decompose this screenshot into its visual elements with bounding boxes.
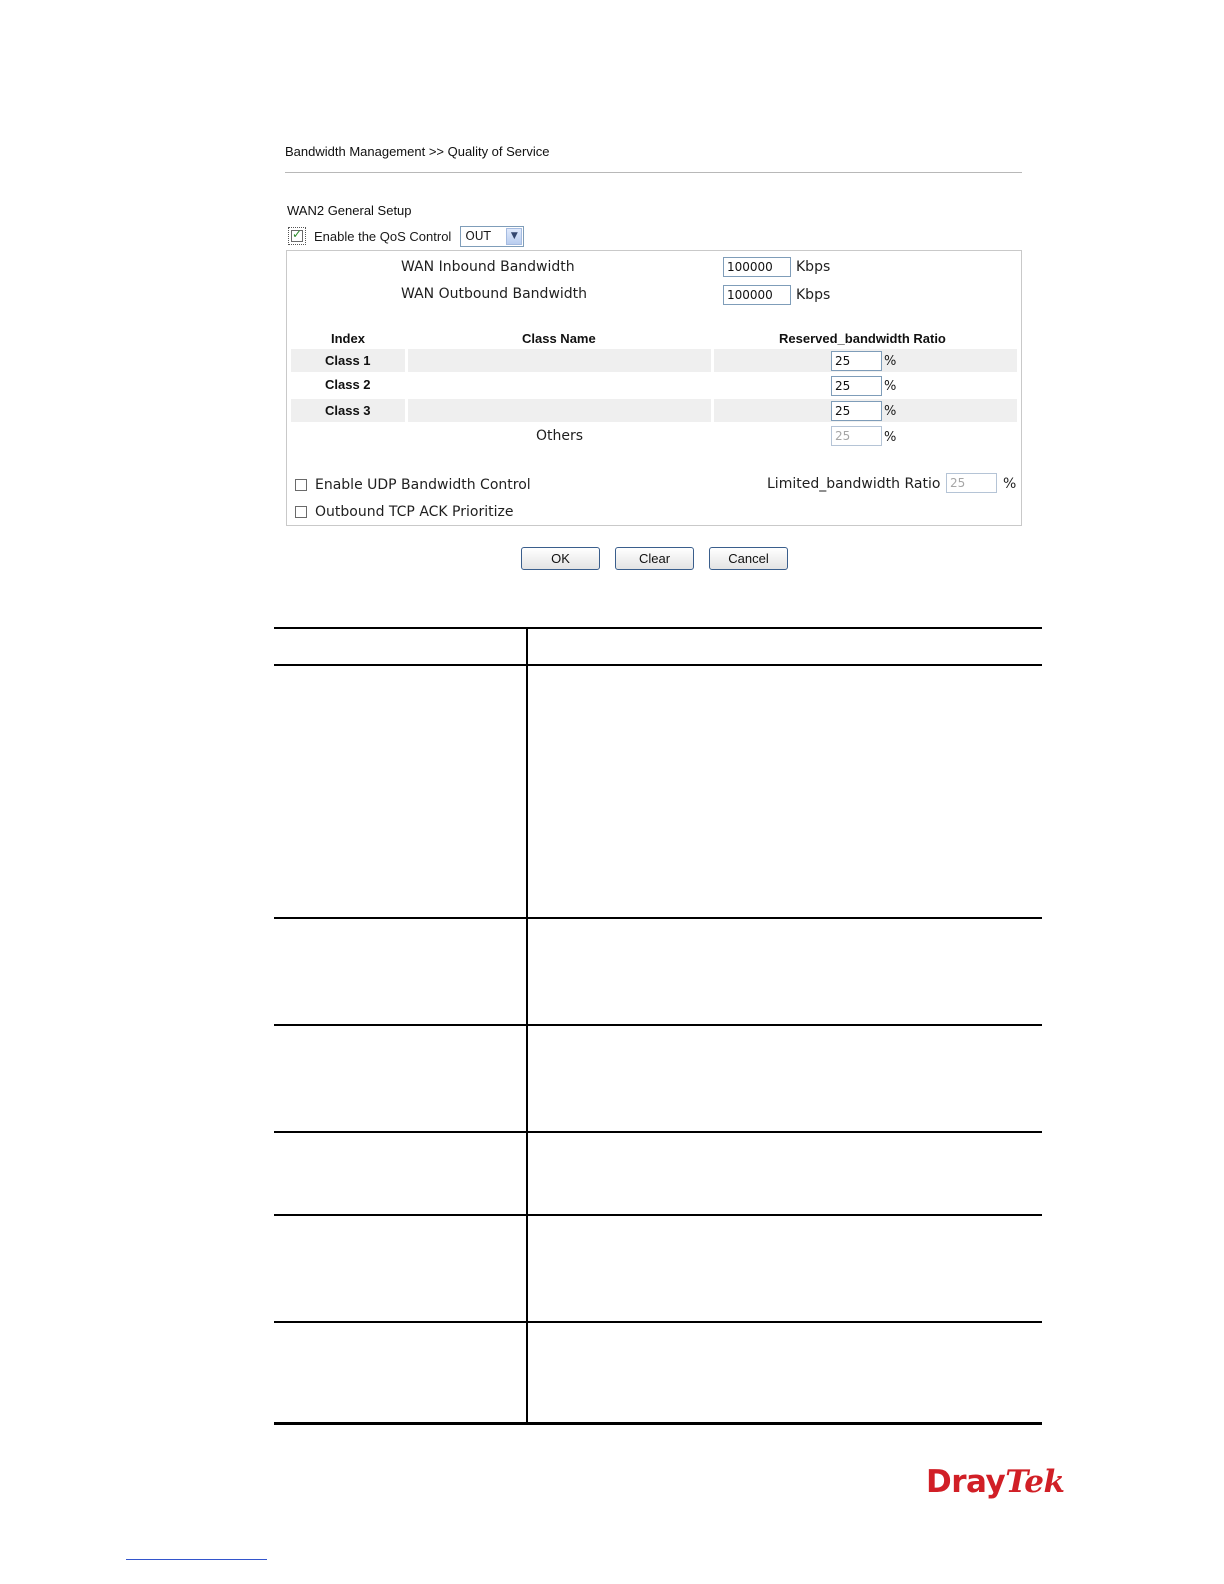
enable-qos-checkbox[interactable] bbox=[291, 230, 303, 242]
chevron-down-icon[interactable]: ▼ bbox=[506, 228, 522, 245]
ok-button[interactable]: OK bbox=[521, 547, 600, 570]
enable-qos-label: Enable the QoS Control bbox=[314, 228, 452, 244]
class-3-index: Class 3 bbox=[325, 403, 371, 418]
class-3-ratio-unit: % bbox=[884, 404, 897, 419]
others-ratio-unit: % bbox=[884, 430, 897, 445]
table-row-rule bbox=[274, 1024, 1042, 1026]
limited-ratio-label: Limited_bandwidth Ratio bbox=[767, 476, 941, 492]
table-top-rule bbox=[274, 627, 1042, 629]
breadcrumb: Bandwidth Management >> Quality of Service bbox=[285, 144, 550, 159]
clear-button[interactable]: Clear bbox=[615, 547, 694, 570]
tcp-ack-checkbox[interactable] bbox=[295, 506, 307, 518]
wan-inbound-label: WAN Inbound Bandwidth bbox=[401, 259, 575, 275]
cancel-button[interactable]: Cancel bbox=[709, 547, 788, 570]
breadcrumb-divider bbox=[285, 172, 1022, 173]
limited-ratio-input: 25 bbox=[946, 473, 997, 493]
class-1-index: Class 1 bbox=[325, 353, 371, 368]
udp-bandwidth-label: Enable UDP Bandwidth Control bbox=[315, 477, 531, 493]
qos-control-row bbox=[288, 224, 524, 248]
table-row-rule bbox=[274, 1321, 1042, 1323]
wan-inbound-unit: Kbps bbox=[796, 259, 831, 275]
logo-dray: Dray bbox=[926, 1464, 1006, 1500]
class-2-ratio-unit: % bbox=[884, 379, 897, 394]
tcp-ack-label: Outbound TCP ACK Prioritize bbox=[315, 504, 514, 520]
class-1-ratio-input[interactable]: 25 bbox=[831, 351, 882, 371]
class-2-ratio-input[interactable]: 25 bbox=[831, 376, 882, 396]
tcp-ack-row bbox=[295, 504, 513, 520]
udp-bandwidth-checkbox[interactable] bbox=[295, 479, 307, 491]
header-index: Index bbox=[331, 331, 365, 346]
table-row-rule bbox=[274, 1214, 1042, 1216]
wan-outbound-label: WAN Outbound Bandwidth bbox=[401, 286, 588, 302]
table-row-rule bbox=[274, 1131, 1042, 1133]
class-3-ratio-input[interactable]: 25 bbox=[831, 401, 882, 421]
others-label: Others bbox=[536, 428, 584, 444]
udp-control-row bbox=[295, 477, 531, 493]
class-2-index: Class 2 bbox=[325, 377, 371, 392]
qos-checkbox-frame[interactable] bbox=[288, 227, 306, 245]
logo-tek: Tek bbox=[1005, 1464, 1065, 1500]
table-column-divider bbox=[526, 628, 528, 1423]
others-ratio-input: 25 bbox=[831, 426, 882, 446]
table-header-rule bbox=[274, 664, 1042, 666]
qos-direction-select[interactable] bbox=[460, 226, 524, 247]
class-2-name[interactable] bbox=[417, 377, 707, 393]
class-3-name[interactable] bbox=[417, 403, 707, 419]
wan-inbound-input[interactable]: 100000 bbox=[723, 257, 791, 277]
limited-ratio-unit: % bbox=[1003, 476, 1017, 492]
footer-link-rule bbox=[126, 1559, 267, 1560]
header-reserved-ratio: Reserved_bandwidth Ratio bbox=[779, 331, 946, 346]
table-bottom-rule bbox=[274, 1422, 1042, 1425]
class-1-name[interactable] bbox=[417, 353, 707, 369]
wan-outbound-unit: Kbps bbox=[796, 287, 831, 303]
header-class-name: Class Name bbox=[522, 331, 596, 346]
table-row-rule bbox=[274, 917, 1042, 919]
section-title: WAN2 General Setup bbox=[287, 203, 412, 218]
class-1-ratio-unit: % bbox=[884, 354, 897, 369]
draytek-logo bbox=[926, 1464, 1064, 1500]
wan-outbound-input[interactable]: 100000 bbox=[723, 285, 791, 305]
qos-direction-value: OUT bbox=[465, 229, 491, 243]
